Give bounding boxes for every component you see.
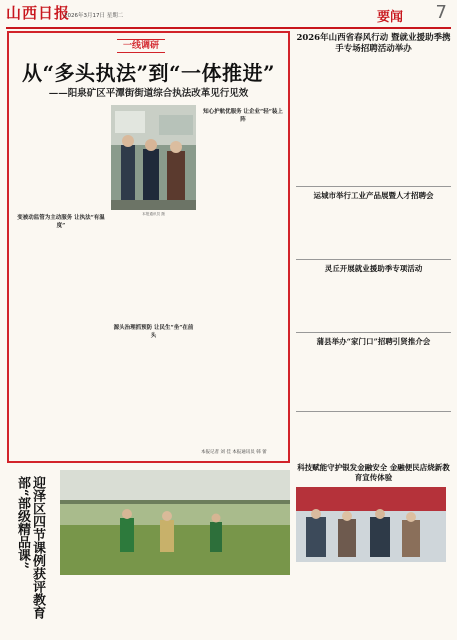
story-divider xyxy=(296,332,451,333)
bottom-body xyxy=(60,580,290,636)
feature-article xyxy=(7,31,290,463)
header-rule xyxy=(6,27,451,29)
section-title: 要闻 xyxy=(376,10,403,25)
vertical-story-title: 迎泽区四节课例获评教育部“部级精品课” xyxy=(15,476,45,619)
feature-inline-head-2: 源头治理抓预防 让民生“坐”在前头 xyxy=(113,325,194,339)
feature-kicker: 一线调研 xyxy=(117,39,165,53)
issue-date: 2026年3月17日 星期二 xyxy=(64,13,124,19)
story-5-photo xyxy=(296,487,446,562)
story-5-body xyxy=(296,566,451,636)
masthead xyxy=(6,2,451,26)
story-5-headline: 科技赋能守护银发金融安全 金融便民店烧新教育宣传体验 xyxy=(297,463,450,482)
feature-body-column-1 xyxy=(15,107,107,211)
feature-inline-head-1: 变被动监管为主动服务 让执法“有温度” xyxy=(17,215,105,229)
feature-subhead: ——阳泉矿区平潭街街道综合执法改革见行见效 xyxy=(48,88,249,99)
story-2-body xyxy=(296,201,451,257)
farm-photo xyxy=(60,470,290,575)
feature-body-column-1b xyxy=(15,229,107,457)
story-4-headline: 蒲县举办“家门口”招聘引贤推介会 xyxy=(316,337,431,346)
feature-body-column-2 xyxy=(111,219,196,319)
feature-byline: 本报记者 刘 佳 本报通讯员 韩 蕾 xyxy=(201,450,267,455)
newspaper-logo: 山西日报 xyxy=(6,4,71,22)
story-3-headline: 灵丘开展就业援助季专项活动 xyxy=(324,264,423,273)
story-divider xyxy=(296,259,451,260)
story-divider xyxy=(296,411,451,412)
story-divider xyxy=(296,186,451,187)
story-1-headline: 2026年山西省春风行动 暨就业援助季携手专场招聘活动举办 xyxy=(296,33,451,54)
vertical-story xyxy=(8,470,52,630)
page-number: 7 xyxy=(435,2,447,23)
feature-body-column-3 xyxy=(201,123,285,445)
feature-body-column-2b xyxy=(111,339,196,457)
story-2-headline: 运城市举行工业产品展暨人才招聘会 xyxy=(313,191,434,200)
feature-headline: 从“多头执法”到“一体推进” xyxy=(21,61,275,85)
story-3-body xyxy=(296,274,451,330)
feature-photo-caption: 本报通讯员 摄 xyxy=(142,212,165,216)
feature-inline-head-3: 知心护航优服务 让企业“轻”装上阵 xyxy=(203,109,283,123)
story-1-body xyxy=(296,58,451,184)
story-4-body xyxy=(296,347,451,409)
feature-photo xyxy=(111,105,196,210)
